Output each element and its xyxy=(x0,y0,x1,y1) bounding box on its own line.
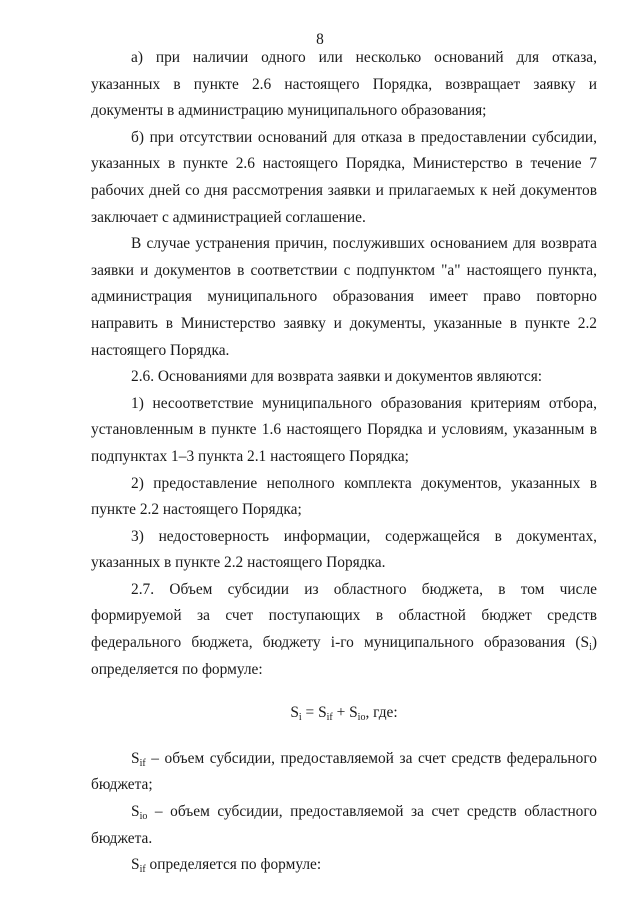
paragraph-resubmission: В случае устранения причин, послуживших основанием для возврата заявки и документов в соответствии с подпунктом "а" настоящего пункта, администрация муниципального образования имеет право повторно направить в Министерство заявку и документы, указанные в пункте 2.2 настоящего Порядка. xyxy=(91,235,597,359)
section-2-6-heading: 2.6. Основаниями для возврата заявки и документов являются: xyxy=(131,368,543,386)
definition-sif-text: – объем субсидии, предоставляемой за счет средств федерального бюджета; xyxy=(91,749,597,794)
formula-intro-symbol: S xyxy=(131,856,140,874)
page-number: 8 xyxy=(316,31,324,48)
section-2-7-paragraph xyxy=(91,577,597,683)
definition-sif-symbol: S xyxy=(131,749,140,767)
formula-term2-subscript: io xyxy=(357,712,366,724)
paragraph-b: б) при отсутствии оснований для отказа в предоставлении субсидии, указанных в пункте 2.6 настоящего Порядка, Министерство в течение 7 рабочих дней со дня рассмотрения заявки и прилагаемых к ней документов заключает с администрацией соглашение. xyxy=(91,128,597,226)
definition-sio xyxy=(91,799,597,852)
return-reason-2: 2) предоставление неполного комплекта документов, указанных в пункте 2.2 настоящего Порядка; xyxy=(91,474,597,519)
section-2-7-text-end: ) определяется по формуле: xyxy=(91,634,597,678)
return-reason-3: 3) недостоверность информации, содержащейся в документах, указанных в пункте 2.2 настоящего Порядка. xyxy=(91,527,597,572)
document-body xyxy=(91,45,597,879)
definition-sio-symbol: S xyxy=(131,803,140,821)
definition-sio-text: – объем субсидии, предоставляемой за счет средств областного бюджета. xyxy=(91,803,597,847)
definition-sif xyxy=(91,746,597,799)
formula-equals: = S xyxy=(301,704,327,722)
formula-plus: + S xyxy=(332,704,358,722)
definition-sio-subscript: io xyxy=(139,811,148,823)
formula-lhs-subscript: i xyxy=(298,712,302,724)
formula-intro-subscript: if xyxy=(139,864,146,876)
formula-tail: , где: xyxy=(365,704,398,722)
return-reason-1: 1) несоответствие муниципального образования критериям отбора, установленным в пункте 1.6 настоящего Порядка и условиям, указанным в подпунктах 1–3 пункта 2.1 настоящего Порядка; xyxy=(91,394,597,465)
section-2-7-subscript: i xyxy=(589,642,592,654)
formula-intro-text: определяется по формуле: xyxy=(145,856,322,874)
definition-sif-subscript: if xyxy=(139,757,146,769)
definition-sif-formula-intro xyxy=(91,852,597,879)
formula-term1-subscript: if xyxy=(326,712,333,724)
formula-lhs: S xyxy=(290,704,299,722)
paragraph-a: а) при наличии одного или несколько оснований для отказа, указанных в пункте 2.6 настоящего Порядка, возвращает заявку и документы в администрацию муниципального образования; xyxy=(91,49,597,120)
section-2-7-text: 2.7. Объем субсидии из областного бюджета, в том числе формируемой за счет поступающих в областной бюджет средств федерального бюджета, бюджету i-го муниципального образования (S xyxy=(91,580,597,652)
subsidy-formula xyxy=(91,700,597,727)
